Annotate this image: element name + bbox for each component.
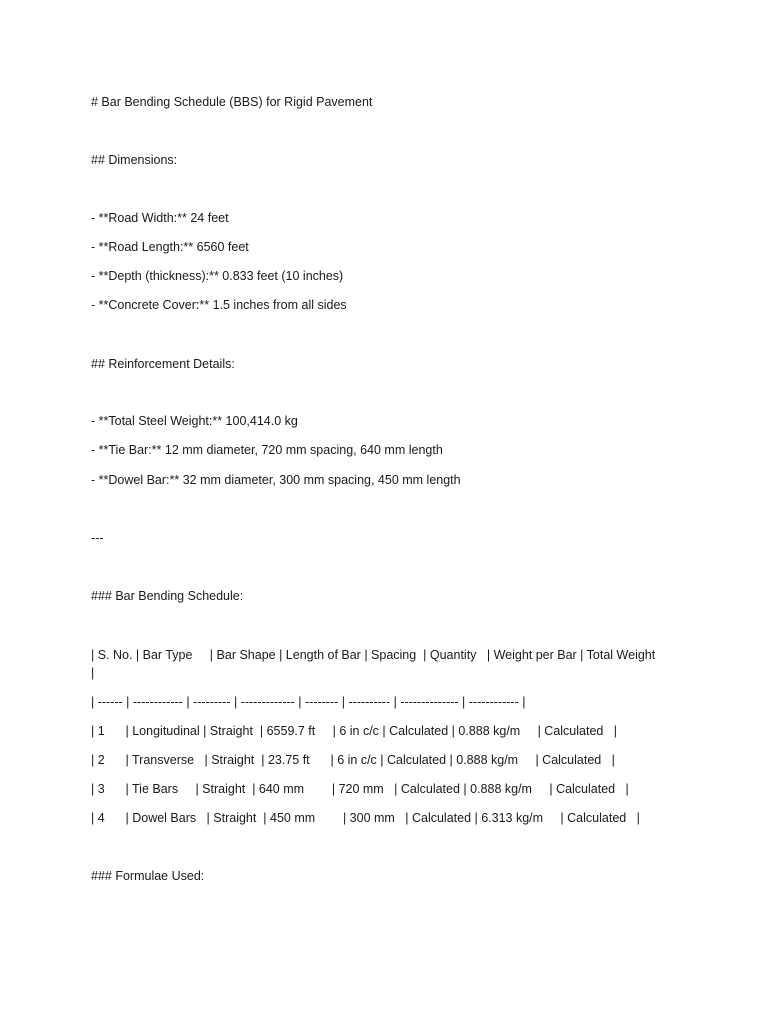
formulae-heading: ### Formulae Used:: [91, 869, 205, 883]
table-row: | 3 | Tie Bars | Straight | 640 mm | 720 mm | Calculated | 0.888 kg/m | Calculated |: [91, 782, 629, 796]
table-row: | 4 | Dowel Bars | Straight | 450 mm | 300 mm | Calculated | 6.313 kg/m | Calculated |: [91, 811, 640, 825]
reinforcement-heading: ## Reinforcement Details:: [91, 357, 235, 371]
road-width-item: - **Road Width:** 24 feet: [91, 211, 229, 225]
dimensions-heading: ## Dimensions:: [91, 153, 178, 167]
tie-bar-item: - **Tie Bar:** 12 mm diameter, 720 mm spacing, 640 mm length: [91, 443, 443, 457]
bbs-heading: ### Bar Bending Schedule:: [91, 589, 244, 603]
table-row: | 2 | Transverse | Straight | 23.75 ft | 6 in c/c | Calculated | 0.888 kg/m | Calculated |: [91, 753, 615, 767]
table-row: | 1 | Longitudinal | Straight | 6559.7 ft | 6 in c/c | Calculated | 0.888 kg/m | Calculated |: [91, 724, 618, 738]
table-separator-row: | ------ | ------------ | --------- | ------------- | -------- | ---------- | -------------- | ------------ |: [91, 695, 526, 709]
dowel-bar-item: - **Dowel Bar:** 32 mm diameter, 300 mm spacing, 450 mm length: [91, 473, 461, 487]
table-header-row-wrap: |: [91, 666, 95, 680]
concrete-cover-item: - **Concrete Cover:** 1.5 inches from all sides: [91, 298, 347, 312]
depth-item: - **Depth (thickness):** 0.833 feet (10 inches): [91, 269, 344, 283]
table-header-row: | S. No. | Bar Type | Bar Shape | Length of Bar | Spacing | Quantity | Weight per Bar | Total Weight: [91, 648, 656, 662]
road-length-item: - **Road Length:** 6560 feet: [91, 240, 249, 254]
horizontal-rule-text: ---: [91, 531, 104, 545]
total-steel-weight-item: - **Total Steel Weight:** 100,414.0 kg: [91, 414, 298, 428]
document-title: # Bar Bending Schedule (BBS) for Rigid Pavement: [91, 95, 373, 109]
